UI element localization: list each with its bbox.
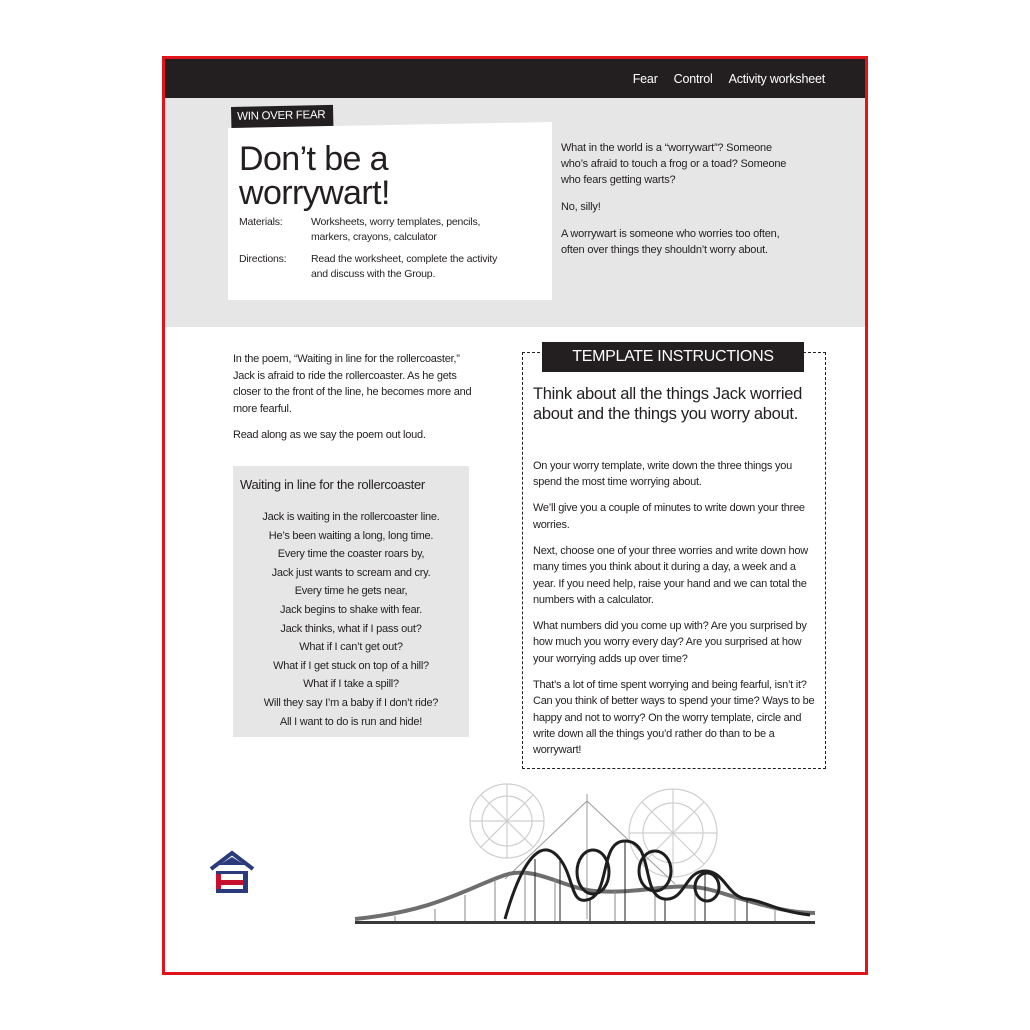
instructions-title: Think about all the things Jack worried about and the things you worry about. xyxy=(533,385,802,423)
intro-paragraph: A worrywart is someone who worries too often, often over things they shouldn’t worry about. xyxy=(561,228,780,256)
intro-paragraph: What in the world is a “worrywart”? Someone who’s afraid to touch a frog or a toad? Someone who fears getting warts? xyxy=(561,142,787,186)
house-logo xyxy=(209,849,255,897)
top-nav-bar xyxy=(165,59,865,98)
intro-text xyxy=(561,140,801,269)
poem-line: Jack begins to shake with fear. xyxy=(279,603,423,616)
poem-line: Jack is waiting in the rollercoaster line. xyxy=(262,511,440,523)
poem-line: He’s been waiting a long, long time. xyxy=(268,529,434,542)
instructions-paragraph: Next, choose one of your three worries and write down how many times you think about it during a day, a week and a year. If you need help, raise your hand and we can total the numbers with a calculator. xyxy=(533,544,808,607)
poem-line: What if I take a spill? xyxy=(303,678,399,691)
nav-links xyxy=(633,59,825,98)
poem-line: Every time he gets near, xyxy=(294,585,408,598)
poem-line: Jack just wants to scream and cry. xyxy=(271,566,431,579)
page-title xyxy=(239,142,390,210)
poem-line: Jack thinks, what if I pass out? xyxy=(280,622,422,635)
instructions-heading: TEMPLATE INSTRUCTIONS xyxy=(542,342,804,372)
poem-line: Will they say I’m a baby if I don’t ride? xyxy=(263,696,439,709)
nav-link-activity-worksheet[interactable]: Activity worksheet xyxy=(728,71,825,86)
nav-link-control[interactable]: Control xyxy=(673,71,713,86)
instructions-paragraph: That’s a lot of time spent worrying and being fearful, isn’t it? Can you think of better ways to spend your time? Ways to be happy and not to worry? On the worry template, circle and write down all the things you’d rather do than to be a worrywart! xyxy=(533,678,815,757)
materials-value: Worksheets, worry templates, pencils, markers, crayons, calculator xyxy=(311,216,481,243)
materials-label: Materials: xyxy=(239,216,283,228)
poem-line: All I want to do is run and hide! xyxy=(279,715,423,728)
directions-label: Directions: xyxy=(239,253,287,265)
poem-intro-paragraph: In the poem, “Waiting in line for the rollercoaster,” Jack is afraid to ride the rollercoaster. As he gets closer to the front of the line, he becomes more and more fearful. xyxy=(233,353,472,415)
poem-title: Waiting in line for the rollercoaster xyxy=(240,477,425,492)
intro-paragraph: No, silly! xyxy=(561,201,601,213)
nav-link-fear[interactable]: Fear xyxy=(632,71,658,86)
worksheet-page xyxy=(162,56,868,975)
section-tag: WIN OVER FEAR xyxy=(231,105,334,128)
title-line-1: Don’t be a xyxy=(239,140,388,178)
title-line-2: worrywart! xyxy=(239,174,390,212)
poem-box xyxy=(233,466,469,737)
directions-value: Read the worksheet, complete the activity and discuss with the Group. xyxy=(311,253,498,280)
poem-line: What if I can’t get out? xyxy=(299,641,403,654)
poem-intro xyxy=(233,351,475,454)
poem-line: Every time the coaster roars by, xyxy=(277,548,425,561)
instructions-paragraph: On your worry template, write down the three things you spend the most time worrying about. xyxy=(533,460,792,489)
rollercoaster-illustration xyxy=(355,779,815,924)
poem-intro-paragraph: Read along as we say the poem out loud. xyxy=(233,429,426,441)
instructions-paragraph: We’ll give you a couple of minutes to write down your three worries. xyxy=(533,502,805,531)
poem-line: What if I get stuck on top of a hill? xyxy=(273,659,429,672)
instructions-body xyxy=(533,458,818,768)
instructions-paragraph: What numbers did you come up with? Are you surprised by how much you worry every day? Are you surprised at how your worrying adds up over time? xyxy=(533,620,807,665)
poem-lines xyxy=(233,508,469,731)
template-instructions-box xyxy=(522,348,826,769)
